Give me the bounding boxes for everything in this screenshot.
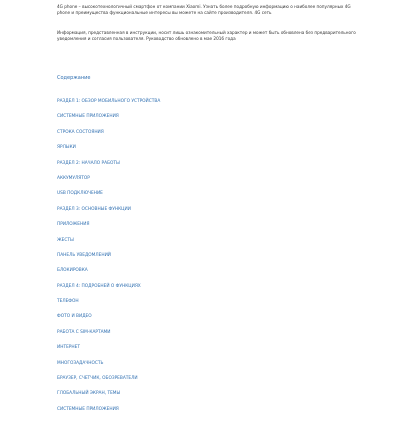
toc-link[interactable]: РАЗДЕЛ 4: ПОДРОБНЕЙ О ФУНКЦИЯХ xyxy=(57,283,141,289)
toc-link[interactable]: РАЗДЕЛ 1: ОБЗОР МОБИЛЬНОГО УСТРОЙСТВА xyxy=(57,99,161,104)
toc-link[interactable]: ЖЕСТЫ xyxy=(57,237,74,243)
toc-link[interactable]: ПРИЛОЖЕНИЯ xyxy=(57,222,90,228)
toc-link[interactable]: РАЗДЕЛ 2: НАЧАЛО РАБОТЫ xyxy=(57,160,120,166)
toc-link[interactable]: СИСТЕМНЫЕ ПРИЛОЖЕНИЯ xyxy=(57,406,119,412)
table-of-contents xyxy=(57,99,160,422)
toc-link[interactable]: СИСТЕМНЫЕ ПРИЛОЖЕНИЯ xyxy=(57,114,119,120)
toc-link[interactable]: ИНТЕРНЕТ xyxy=(57,345,80,351)
disclaimer-paragraph: Информация, представленная в инструкции, носит лишь ознакомительный характер и может быть обновлена без предварительного уведомления и согласия пользователя. Руководство обновлено в мае 2016 года xyxy=(57,30,356,41)
toc-link[interactable]: ТЕЛЕФОН xyxy=(57,299,79,305)
toc-link[interactable]: СТРОКА СОСТОЯНИЯ xyxy=(57,129,104,135)
toc-link[interactable]: ФОТО И ВИДЕО xyxy=(57,314,92,320)
toc-link[interactable]: РАЗДЕЛ 3: ОСНОВНЫЕ ФУНКЦИИ xyxy=(57,206,131,212)
intro-paragraph: 4G phone – высокотехнологичный смартфон от компании Xiaomi. Узнать более подробную информацию о наиболее популярных 4G phone и преимущества функциональные интересы вы можете на сайте производителя. 4G сеть xyxy=(57,4,351,15)
toc-link[interactable]: МНОГОЗАДАЧНОСТЬ xyxy=(57,360,104,366)
toc-link[interactable]: РАБОТА С SIM-КАРТАМИ xyxy=(57,329,111,335)
toc-link[interactable]: БРАУЗЕР, СЧЕТЧИК, ОБОЗРЕВАТЕЛИ xyxy=(57,376,138,382)
toc-link[interactable]: АККУМУЛЯТОР xyxy=(57,175,90,181)
toc-link[interactable]: БЛОКИРОВКА xyxy=(57,268,88,274)
toc-link[interactable]: ПАНЕЛЬ УВЕДОМЛЕНИЙ xyxy=(57,252,111,258)
toc-link[interactable]: ЯРЛЫКИ xyxy=(57,145,76,151)
toc-link[interactable]: ГЛОБАЛЬНЫЙ ЭКРАН, ТЕМЫ xyxy=(57,391,121,397)
toc-heading: Содержание xyxy=(57,75,91,81)
toc-link[interactable]: USB ПОДКЛЮЧЕНИЕ xyxy=(57,191,103,197)
